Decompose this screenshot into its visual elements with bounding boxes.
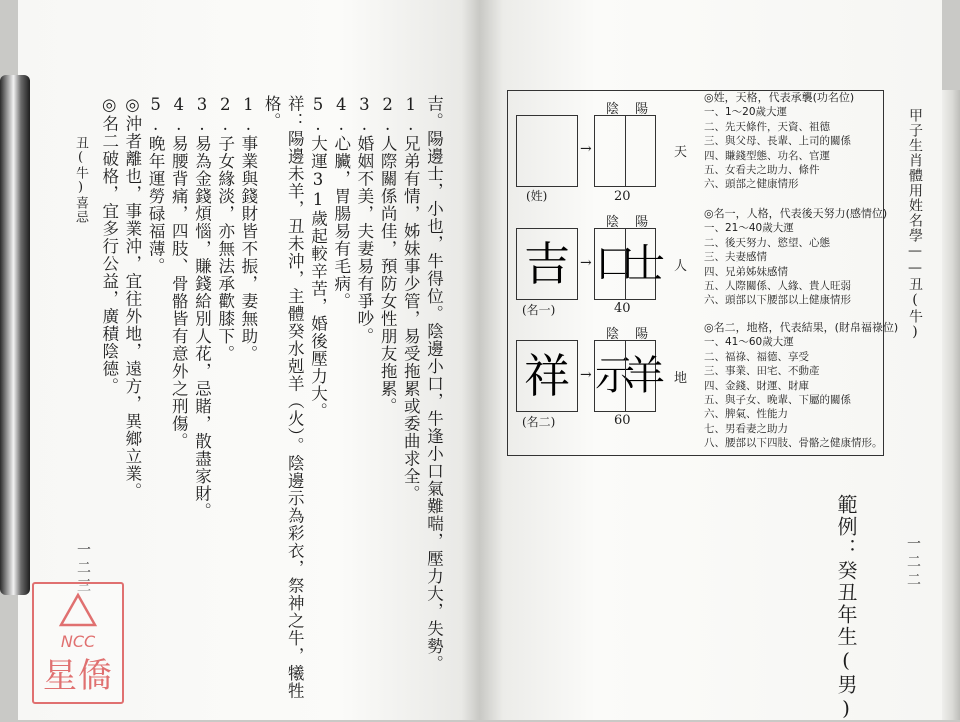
metal-binder-clip bbox=[0, 75, 30, 595]
list-item: 四、兄弟姊妹感情 bbox=[704, 265, 788, 278]
name2-character: 祥 bbox=[524, 349, 570, 403]
row-caption: (姓) bbox=[526, 189, 548, 203]
list-item: 八、腰部以下四肢、骨骼之健康情形。 bbox=[704, 437, 883, 450]
name1-box-split bbox=[594, 228, 665, 300]
name2-yang-part: 羊 bbox=[625, 353, 665, 399]
list-item: 二、後天努力、慾望、心態 bbox=[704, 236, 830, 249]
list-item: 六、脾氣、性能力 bbox=[704, 408, 788, 421]
left-text-column: 4.心臟，胃腸易有毛病。 bbox=[331, 95, 351, 310]
example-title: 範例：癸丑年生(男) bbox=[834, 494, 858, 722]
list-item: 五、人際關係、人緣、貴人旺弱 bbox=[704, 280, 851, 293]
name-diagram bbox=[507, 90, 899, 456]
row-label-earth: 地 bbox=[674, 371, 688, 386]
list-heading: ◎名二，地格，代表結果，(財帛福祿位) bbox=[704, 321, 899, 334]
list-item: 七、男看妻之助力 bbox=[704, 422, 788, 435]
list-item: 三、與父母、長輩、上司的關係 bbox=[704, 135, 851, 148]
name1-box-left bbox=[516, 228, 578, 300]
list-item: 一、41～60歲大運 bbox=[704, 336, 794, 349]
name2-box-split bbox=[594, 340, 665, 412]
list-item: 三、事業、田宅、不動產 bbox=[704, 365, 820, 378]
left-text-column: 1.事業與錢財皆不振，妻無助。 bbox=[238, 95, 258, 363]
left-text-column: 3.易為金錢煩惱，賺錢給別人花，忌賭，散盡家財。 bbox=[192, 95, 212, 520]
yinyang-label: 陰 陽 bbox=[606, 215, 655, 230]
row-description-list bbox=[704, 91, 854, 192]
name2-box-left bbox=[516, 340, 578, 412]
left-text-column: 5.晚年運勞碌福薄。 bbox=[146, 95, 166, 275]
list-item: 五、與子女、晚輩、下屬的關係 bbox=[704, 394, 851, 407]
row-number: 20 bbox=[614, 189, 631, 204]
list-item: 一、1～20歲大運 bbox=[704, 106, 788, 119]
logo-brand-text: 星僑 bbox=[43, 656, 113, 696]
surname-box-left bbox=[516, 115, 578, 187]
left-text-column: 2.子女緣淡，亦無法承歡膝下。 bbox=[215, 95, 235, 363]
right-running-header: 甲子生肖體用姓名學——丑(牛) bbox=[907, 108, 923, 341]
right-page-number: 一二二 bbox=[905, 536, 921, 590]
list-item: 一、21～40歲大運 bbox=[704, 222, 794, 235]
left-text-column: 2.人際關係尚佳，預防女性朋友拖累。 bbox=[378, 95, 398, 415]
left-text-column: 格。 bbox=[262, 95, 282, 130]
left-text-column: 5.大運31歲起較辛苦，婚後壓力大。 bbox=[308, 95, 328, 420]
arrow-icon: → bbox=[580, 367, 592, 383]
row-description-list bbox=[704, 321, 898, 451]
name1-yin-part: 口 bbox=[595, 241, 635, 287]
list-item: 四、賺錢型態、功名、官運 bbox=[704, 149, 830, 162]
row-description-list bbox=[704, 207, 887, 308]
list-heading: ◎名一，人格，代表後天努力(感情位) bbox=[704, 207, 888, 220]
publisher-logo bbox=[32, 582, 124, 704]
row-label-heaven: 天 bbox=[674, 145, 688, 160]
triangle-icon bbox=[58, 592, 98, 628]
left-text-column: 祥：陽邊未羊，丑未沖，主體癸水剋羊（火）。陰邊示為彩衣，祭神之牛，犧牲 bbox=[285, 95, 305, 700]
row-number: 40 bbox=[614, 301, 631, 316]
list-item: 五、女看夫之助力、條件 bbox=[704, 164, 820, 177]
surname-box-split bbox=[594, 115, 656, 187]
row-caption: (名一) bbox=[522, 303, 556, 317]
name2-yin-part: 示 bbox=[595, 353, 635, 399]
logo-ncc-text: NCC bbox=[60, 632, 96, 651]
page-edge-stack bbox=[942, 90, 960, 720]
list-item: 六、頭部以下腰部以上健康情形 bbox=[704, 294, 851, 307]
list-item: 三、夫妻感情 bbox=[704, 251, 767, 264]
row-label-human: 人 bbox=[674, 259, 688, 274]
arrow-icon: → bbox=[580, 141, 592, 157]
left-text-column: ◎沖者離也，事業沖，宜往外地，遠方，異鄉立業。 bbox=[122, 95, 142, 500]
left-running-header: 丑(牛)喜忌 bbox=[73, 136, 88, 224]
row-caption: (名二) bbox=[522, 415, 556, 429]
name1-character: 吉 bbox=[524, 237, 570, 291]
yinyang-label: 陰 陽 bbox=[606, 327, 655, 342]
row-number: 60 bbox=[614, 413, 631, 428]
left-text-column: 1.兄弟有情，姊妹事少管，易受拖累或委曲求全。 bbox=[401, 95, 421, 503]
left-text-column: 4.易腰背痛，四肢、骨骼皆有意外之刑傷。 bbox=[169, 95, 189, 450]
name1-yang-part: 士 bbox=[625, 241, 665, 287]
arrow-icon: → bbox=[580, 255, 592, 271]
left-page-number: 一二三 bbox=[75, 542, 91, 596]
list-item: 二、先天條件，天資、祖德 bbox=[704, 120, 830, 133]
list-heading: ◎姓，天格，代表承襲(功名位) bbox=[704, 91, 855, 104]
list-item: 四、金錢、財運、財庫 bbox=[704, 379, 809, 392]
left-text-column: 3.婚姻不美，夫妻易有爭吵。 bbox=[354, 95, 374, 345]
yinyang-label: 陰 陽 bbox=[606, 102, 655, 117]
list-item: 二、福祿、福德、享受 bbox=[704, 350, 809, 363]
list-item: 六、頭部之健康情形 bbox=[704, 178, 799, 191]
left-text-column: 吉。陽邊士，小也，牛得位。陰邊小口，牛逢小口氣難喘，壓力大，失勢。 bbox=[424, 95, 444, 673]
left-text-column: ◎名二破格，宜多行公益，廣積陰德。 bbox=[99, 95, 119, 395]
